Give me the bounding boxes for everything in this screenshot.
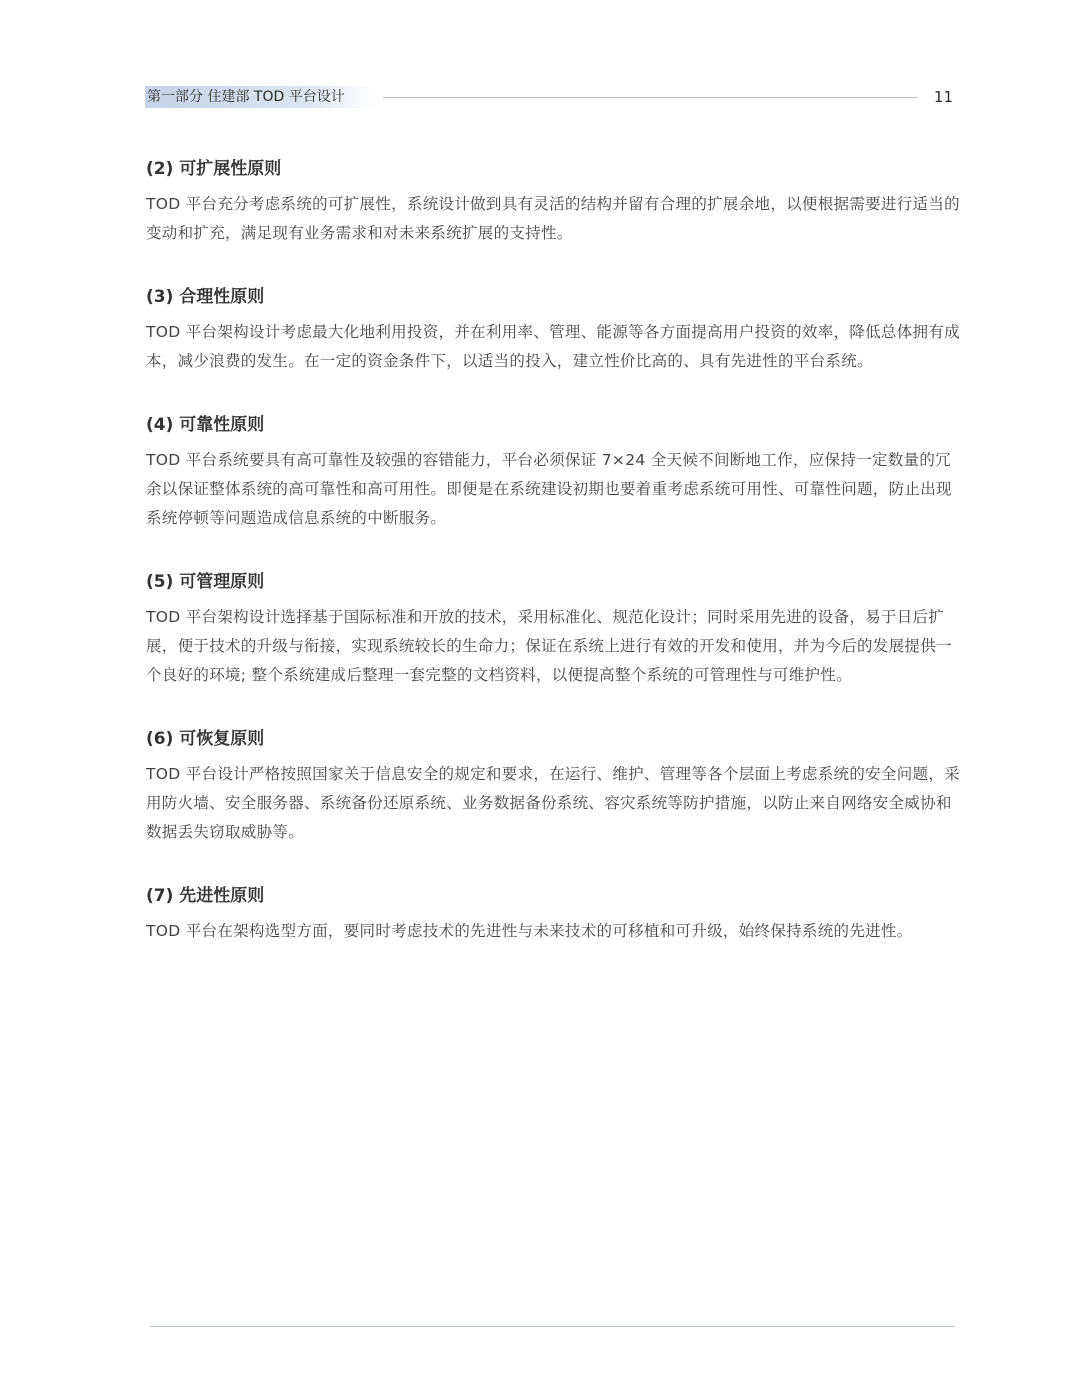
section-title: (5) 可管理原则 bbox=[146, 572, 265, 592]
section-title: (3) 合理性原则 bbox=[146, 287, 265, 307]
section-paragraph: TOD 平台系统要具有高可靠性及较强的容错能力，平台必须保证 7×24 全天候不间断地工作，应保持一定数量的冗余以保证整体系统的高可靠性和高可用性。即便是在系统建设初期也要着重考虑系统可用性、可靠性问题，防止出现系统停顿等问题造成信息系统的中断服务。 bbox=[146, 451, 952, 527]
section-paragraph: TOD 平台在架构选型方面，要同时考虑技术的先进性与未来技术的可移植和可升级，始终保持系统的先进性。 bbox=[146, 922, 913, 940]
page-header bbox=[145, 86, 955, 110]
section-recoverability bbox=[146, 724, 966, 847]
section-title: (7) 先进性原则 bbox=[146, 886, 265, 906]
section-scalability bbox=[146, 154, 966, 248]
section-paragraph: TOD 平台架构设计选择基于国际标准和开放的技术，采用标准化、规范化设计；同时采用先进的设备，易于日后扩展，便于技术的升级与衔接，实现系统较长的生命力；保证在系统上进行有效的开发和使用，并为今后的发展提供一个良好的环境; 整个系统建成后整理一套完整的文档资料，以便提高整个系统的可管理性与可维护性。 bbox=[146, 608, 952, 684]
page-number: 11 bbox=[933, 88, 953, 106]
section-manageability bbox=[146, 567, 966, 690]
section-paragraph: TOD 平台充分考虑系统的可扩展性，系统设计做到具有灵活的结构并留有合理的扩展余地，以便根据需要进行适当的变动和扩充，满足现有业务需求和对未来系统扩展的支持性。 bbox=[146, 195, 960, 242]
section-title: (2) 可扩展性原则 bbox=[146, 159, 282, 179]
header-divider bbox=[383, 97, 917, 98]
section-paragraph: TOD 平台设计严格按照国家关于信息安全的规定和要求，在运行、维护、管理等各个层面上考虑系统的安全问题，采用防火墙、安全服务器、系统备份还原系统、业务数据备份系统、容灾系统等防护措施，以防止来自网络安全威协和数据丢失窃取威胁等。 bbox=[146, 765, 960, 841]
footer-divider bbox=[150, 1326, 955, 1327]
document-body bbox=[146, 154, 966, 980]
section-advancement bbox=[146, 881, 966, 946]
section-paragraph: TOD 平台架构设计考虑最大化地利用投资，并在利用率、管理、能源等各方面提高用户投资的效率，降低总体拥有成本，减少浪费的发生。在一定的资金条件下，以适当的投入，建立性价比高的、具有先进性的平台系统。 bbox=[146, 323, 960, 370]
chapter-label: 第一部分 住建部 TOD 平台设计 bbox=[145, 86, 375, 108]
section-reliability bbox=[146, 410, 966, 533]
section-rationality bbox=[146, 282, 966, 376]
section-title: (4) 可靠性原则 bbox=[146, 415, 265, 435]
section-title: (6) 可恢复原则 bbox=[146, 729, 265, 749]
